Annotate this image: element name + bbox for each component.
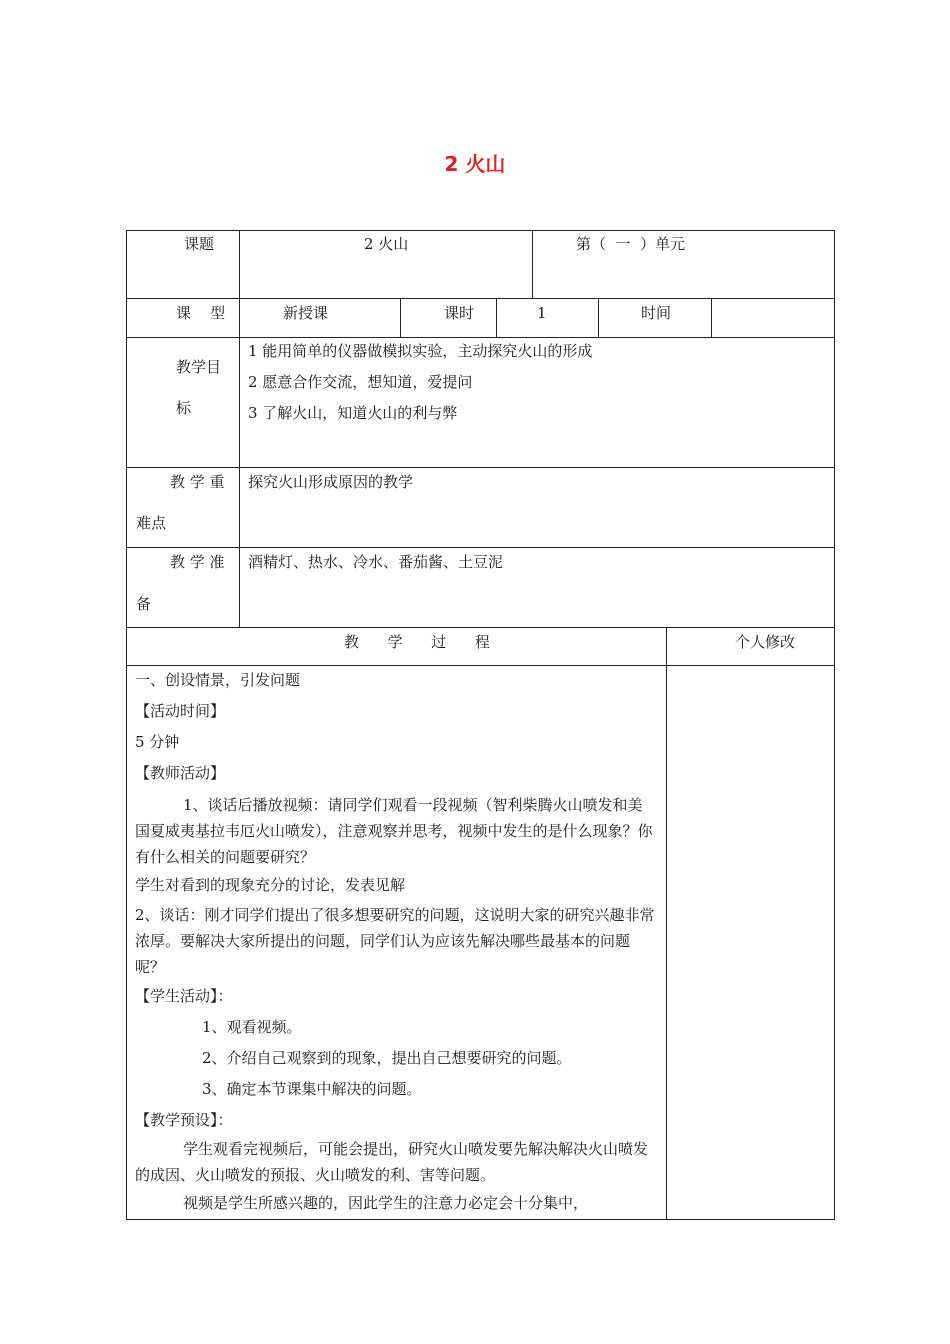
- key-points-label: 教 学 重: [170, 473, 225, 491]
- key-points-label-cont: 难点: [136, 514, 167, 532]
- teacher-activity-paragraph: 1、谈话后播放视频：请同学们观看一段视频（智利柴腾火山喷发和美国夏威夷基拉韦厄火山喷发），注意观察并思考，视频中发生的是什么现象？你有什么相关的问题要研究？: [135, 796, 653, 866]
- lesson-type-value: 新授课: [283, 304, 329, 322]
- personal-notes-header: 个人修改: [735, 633, 796, 651]
- table-rule: [126, 467, 835, 468]
- activity-time-heading: 【活动时间】: [135, 702, 226, 720]
- preparation-label-cont: 备: [136, 595, 152, 613]
- lesson-type-label: 课 型: [176, 304, 226, 322]
- table-rule: [126, 665, 835, 666]
- process-header: 教 学 过 程: [344, 633, 490, 651]
- student-discussion-line: 学生对看到的现象充分的讨论，发表见解: [135, 876, 406, 894]
- table-rule: [126, 298, 835, 299]
- preparation-value: 酒精灯、热水、冷水、番茄酱、土豆泥: [248, 553, 504, 571]
- teaching-preset-paragraph: 学生观看完视频后，可能会提出，研究火山喷发要先解决解决火山喷发的成因、火山喷发的预报、火山喷发的利、害等问题。: [135, 1140, 649, 1184]
- teaching-preset-heading: 【教学预设】：: [135, 1111, 233, 1129]
- unit-label: 第（ 一 ）单元: [576, 235, 686, 253]
- time-label: 时间: [641, 304, 672, 322]
- periods-label: 课时: [444, 304, 475, 322]
- teacher-activity-paragraph: 2、谈话：刚才同学们提出了很多想要研究的问题，这说明大家的研究兴趣非常浓厚。要解决大家所提出的问题，同学们认为应该先解决哪些最基本的问题呢？: [135, 906, 655, 976]
- periods-value: 1: [537, 304, 547, 322]
- student-activity-item: 3、确定本节课集中解决的问题。: [202, 1080, 422, 1098]
- document-title: 2 火山: [444, 152, 506, 176]
- table-rule: [239, 230, 240, 627]
- topic-value: 2 火山: [364, 235, 409, 253]
- table-rule: [126, 337, 835, 338]
- goal-item: 1 能用简单的仪器做模拟实验，主动探究火山的形成: [248, 342, 593, 360]
- teacher-activity-heading: 【教师活动】: [135, 764, 226, 782]
- student-activity-heading: 【学生活动】：: [135, 987, 233, 1005]
- table-rule: [711, 298, 712, 337]
- lesson-plan-table: [126, 230, 835, 1220]
- goal-item: 3 了解火山，知道火山的利与弊: [248, 404, 458, 422]
- section-heading: 一、创设情景，引发问题: [135, 671, 301, 689]
- table-rule: [126, 547, 835, 548]
- table-rule: [666, 627, 667, 1220]
- goal-item: 2 愿意合作交流，想知道，爱提问: [248, 373, 473, 391]
- table-rule: [598, 298, 599, 337]
- preparation-label: 教 学 准: [170, 553, 225, 571]
- goals-label-cont: 标: [176, 399, 192, 417]
- table-rule: [532, 230, 533, 298]
- student-activity-item: 2、介绍自己观察到的现象，提出自己想要研究的问题。: [202, 1049, 572, 1067]
- table-rule: [126, 627, 835, 628]
- activity-time-value: 5 分钟: [135, 733, 180, 751]
- student-activity-item: 1、观看视频。: [202, 1018, 302, 1036]
- table-rule: [400, 298, 401, 337]
- key-points-value: 探究火山形成原因的教学: [248, 473, 414, 491]
- teaching-preset-paragraph: 视频是学生所感兴趣的，因此学生的注意力必定会十分集中，: [183, 1194, 589, 1212]
- goals-label: 教学目: [176, 358, 222, 376]
- table-rule: [496, 298, 497, 337]
- topic-label: 课题: [184, 235, 215, 253]
